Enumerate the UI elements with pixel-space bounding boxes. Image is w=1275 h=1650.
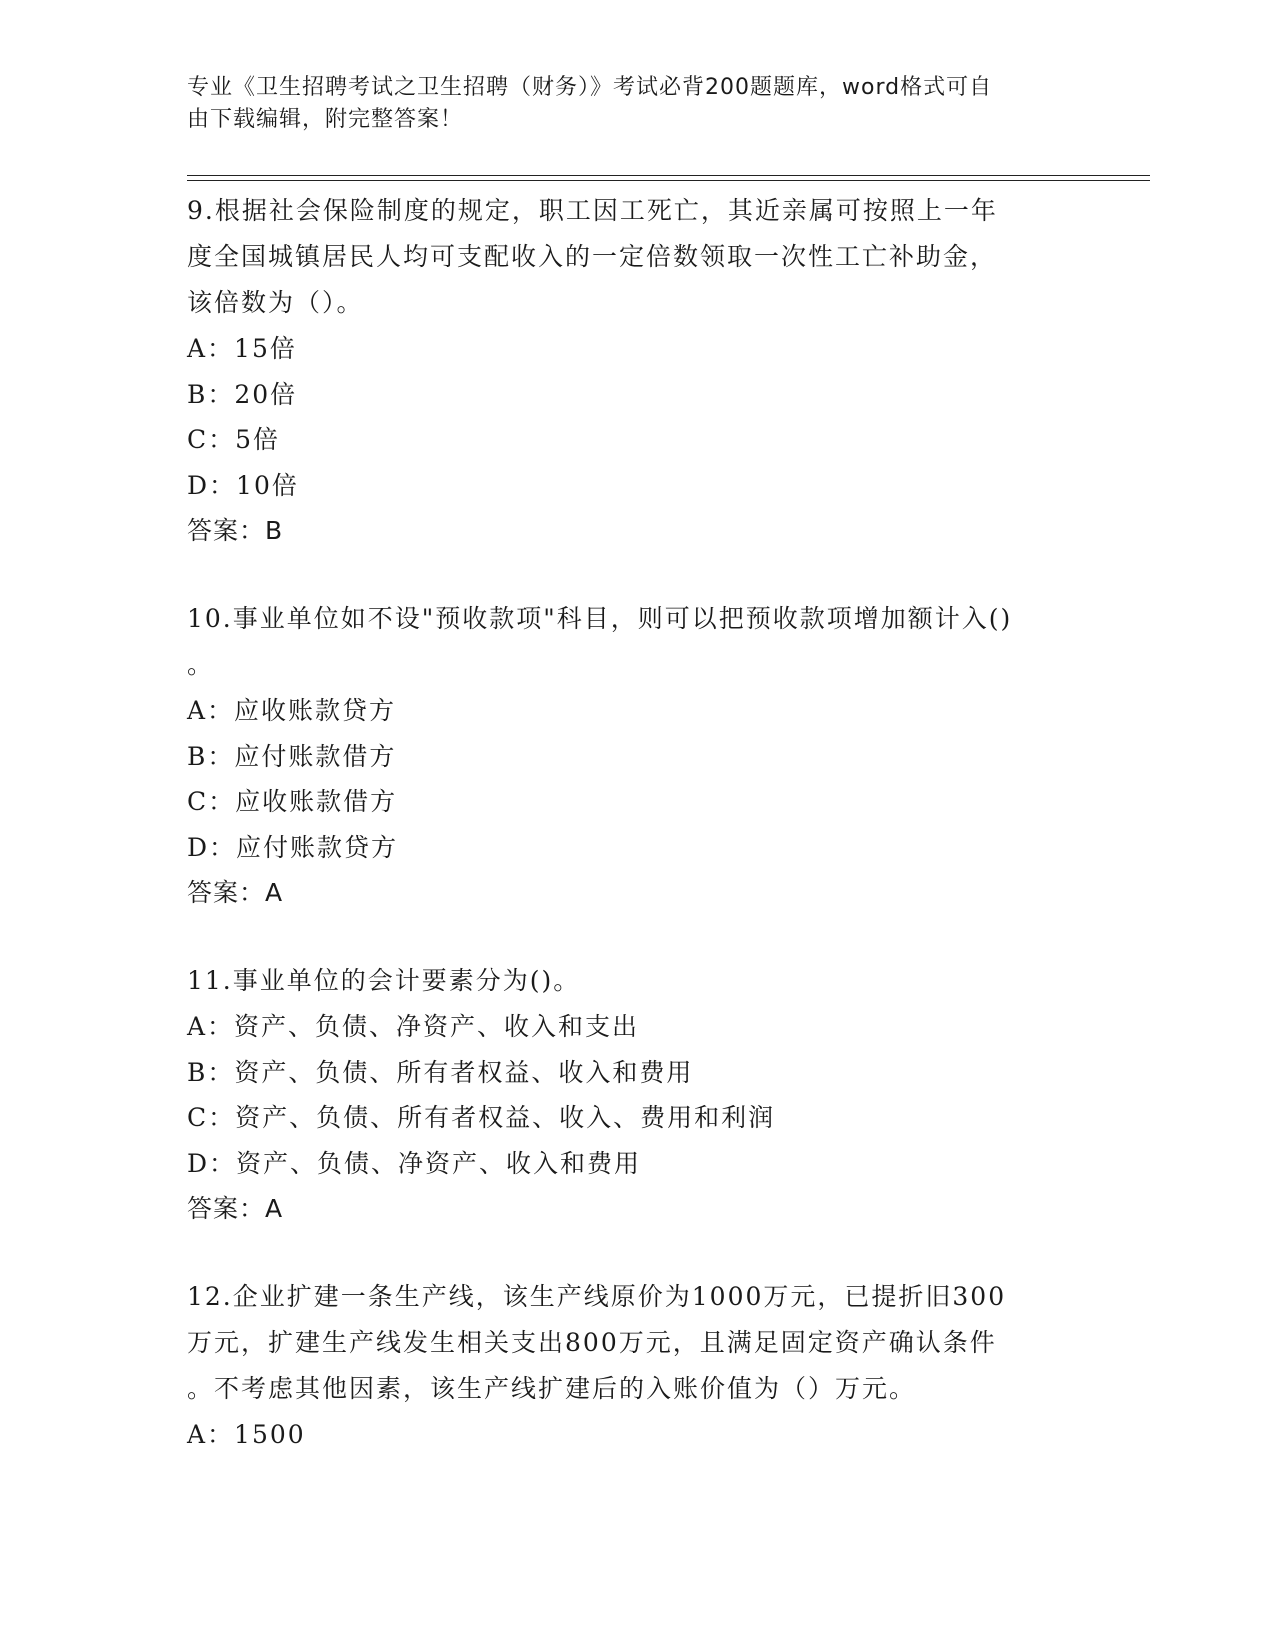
answer-line: 答案：A <box>187 1194 284 1223</box>
option-d: D：应付账款贷方 <box>187 832 399 862</box>
header-line-2: 由下载编辑，附完整答案！ <box>187 107 464 132</box>
question-line: 9.根据社会保险制度的规定，职工因工死亡，其近亲属可按照上一年 <box>187 196 998 225</box>
option-a: A：应收账款贷方 <box>187 696 397 725</box>
option-b: B：20倍 <box>187 379 298 409</box>
spacer <box>187 916 1087 958</box>
question-line: 度全国城镇居民人均可支配收入的一定倍数领取一次性工亡补助金， <box>187 242 998 271</box>
option-list <box>187 688 1087 870</box>
question-line: 。 <box>187 650 215 679</box>
option-a: A：资产、负债、净资产、收入和支出 <box>187 1012 640 1041</box>
question-list <box>187 188 1087 1458</box>
question-block <box>187 1274 1087 1458</box>
answer-line: 答案：A <box>187 878 284 907</box>
question-line: 10.事业单位如不设"预收款项"科目，则可以把预收款项增加额计入() <box>187 604 1013 633</box>
answer-line: 答案：B <box>187 516 284 545</box>
option-c: C：资产、负债、所有者权益、收入、费用和利润 <box>187 1103 776 1132</box>
spacer <box>187 1232 1087 1274</box>
header-divider-top <box>187 175 1150 176</box>
option-list <box>187 1412 1087 1458</box>
question-block <box>187 958 1087 1232</box>
option-b: B：资产、负债、所有者权益、收入和费用 <box>187 1057 694 1087</box>
header-divider-bottom <box>187 180 1150 181</box>
option-c: C：5倍 <box>187 425 281 454</box>
option-d: D：资产、负债、净资产、收入和费用 <box>187 1148 642 1178</box>
option-c: C：应收账款借方 <box>187 787 398 816</box>
option-list <box>187 1004 1087 1186</box>
header-line-1: 专业《卫生招聘考试之卫生招聘（财务）》考试必背200题题库，word格式可自 <box>187 75 993 100</box>
question-text <box>187 1274 1087 1412</box>
option-a: A：15倍 <box>187 334 297 363</box>
question-line: 该倍数为（）。 <box>187 288 364 317</box>
question-text <box>187 958 1087 1004</box>
question-block <box>187 188 1087 554</box>
option-list <box>187 326 1087 508</box>
question-line: 11.事业单位的会计要素分为()。 <box>187 966 581 995</box>
question-line: 12.企业扩建一条生产线，该生产线原价为1000万元，已提折旧300 <box>187 1282 1007 1311</box>
question-text <box>187 188 1087 326</box>
question-text <box>187 596 1087 688</box>
option-b: B：应付账款借方 <box>187 741 397 771</box>
spacer <box>187 554 1087 596</box>
question-block <box>187 596 1087 916</box>
option-a: A：1500 <box>187 1420 306 1449</box>
question-line: 。不考虑其他因素，该生产线扩建后的入账价值为（）万元。 <box>187 1374 917 1403</box>
option-d: D：10倍 <box>187 470 299 500</box>
question-line: 万元，扩建生产线发生相关支出800万元，且满足固定资产确认条件 <box>187 1328 997 1357</box>
document-header <box>187 72 1067 136</box>
